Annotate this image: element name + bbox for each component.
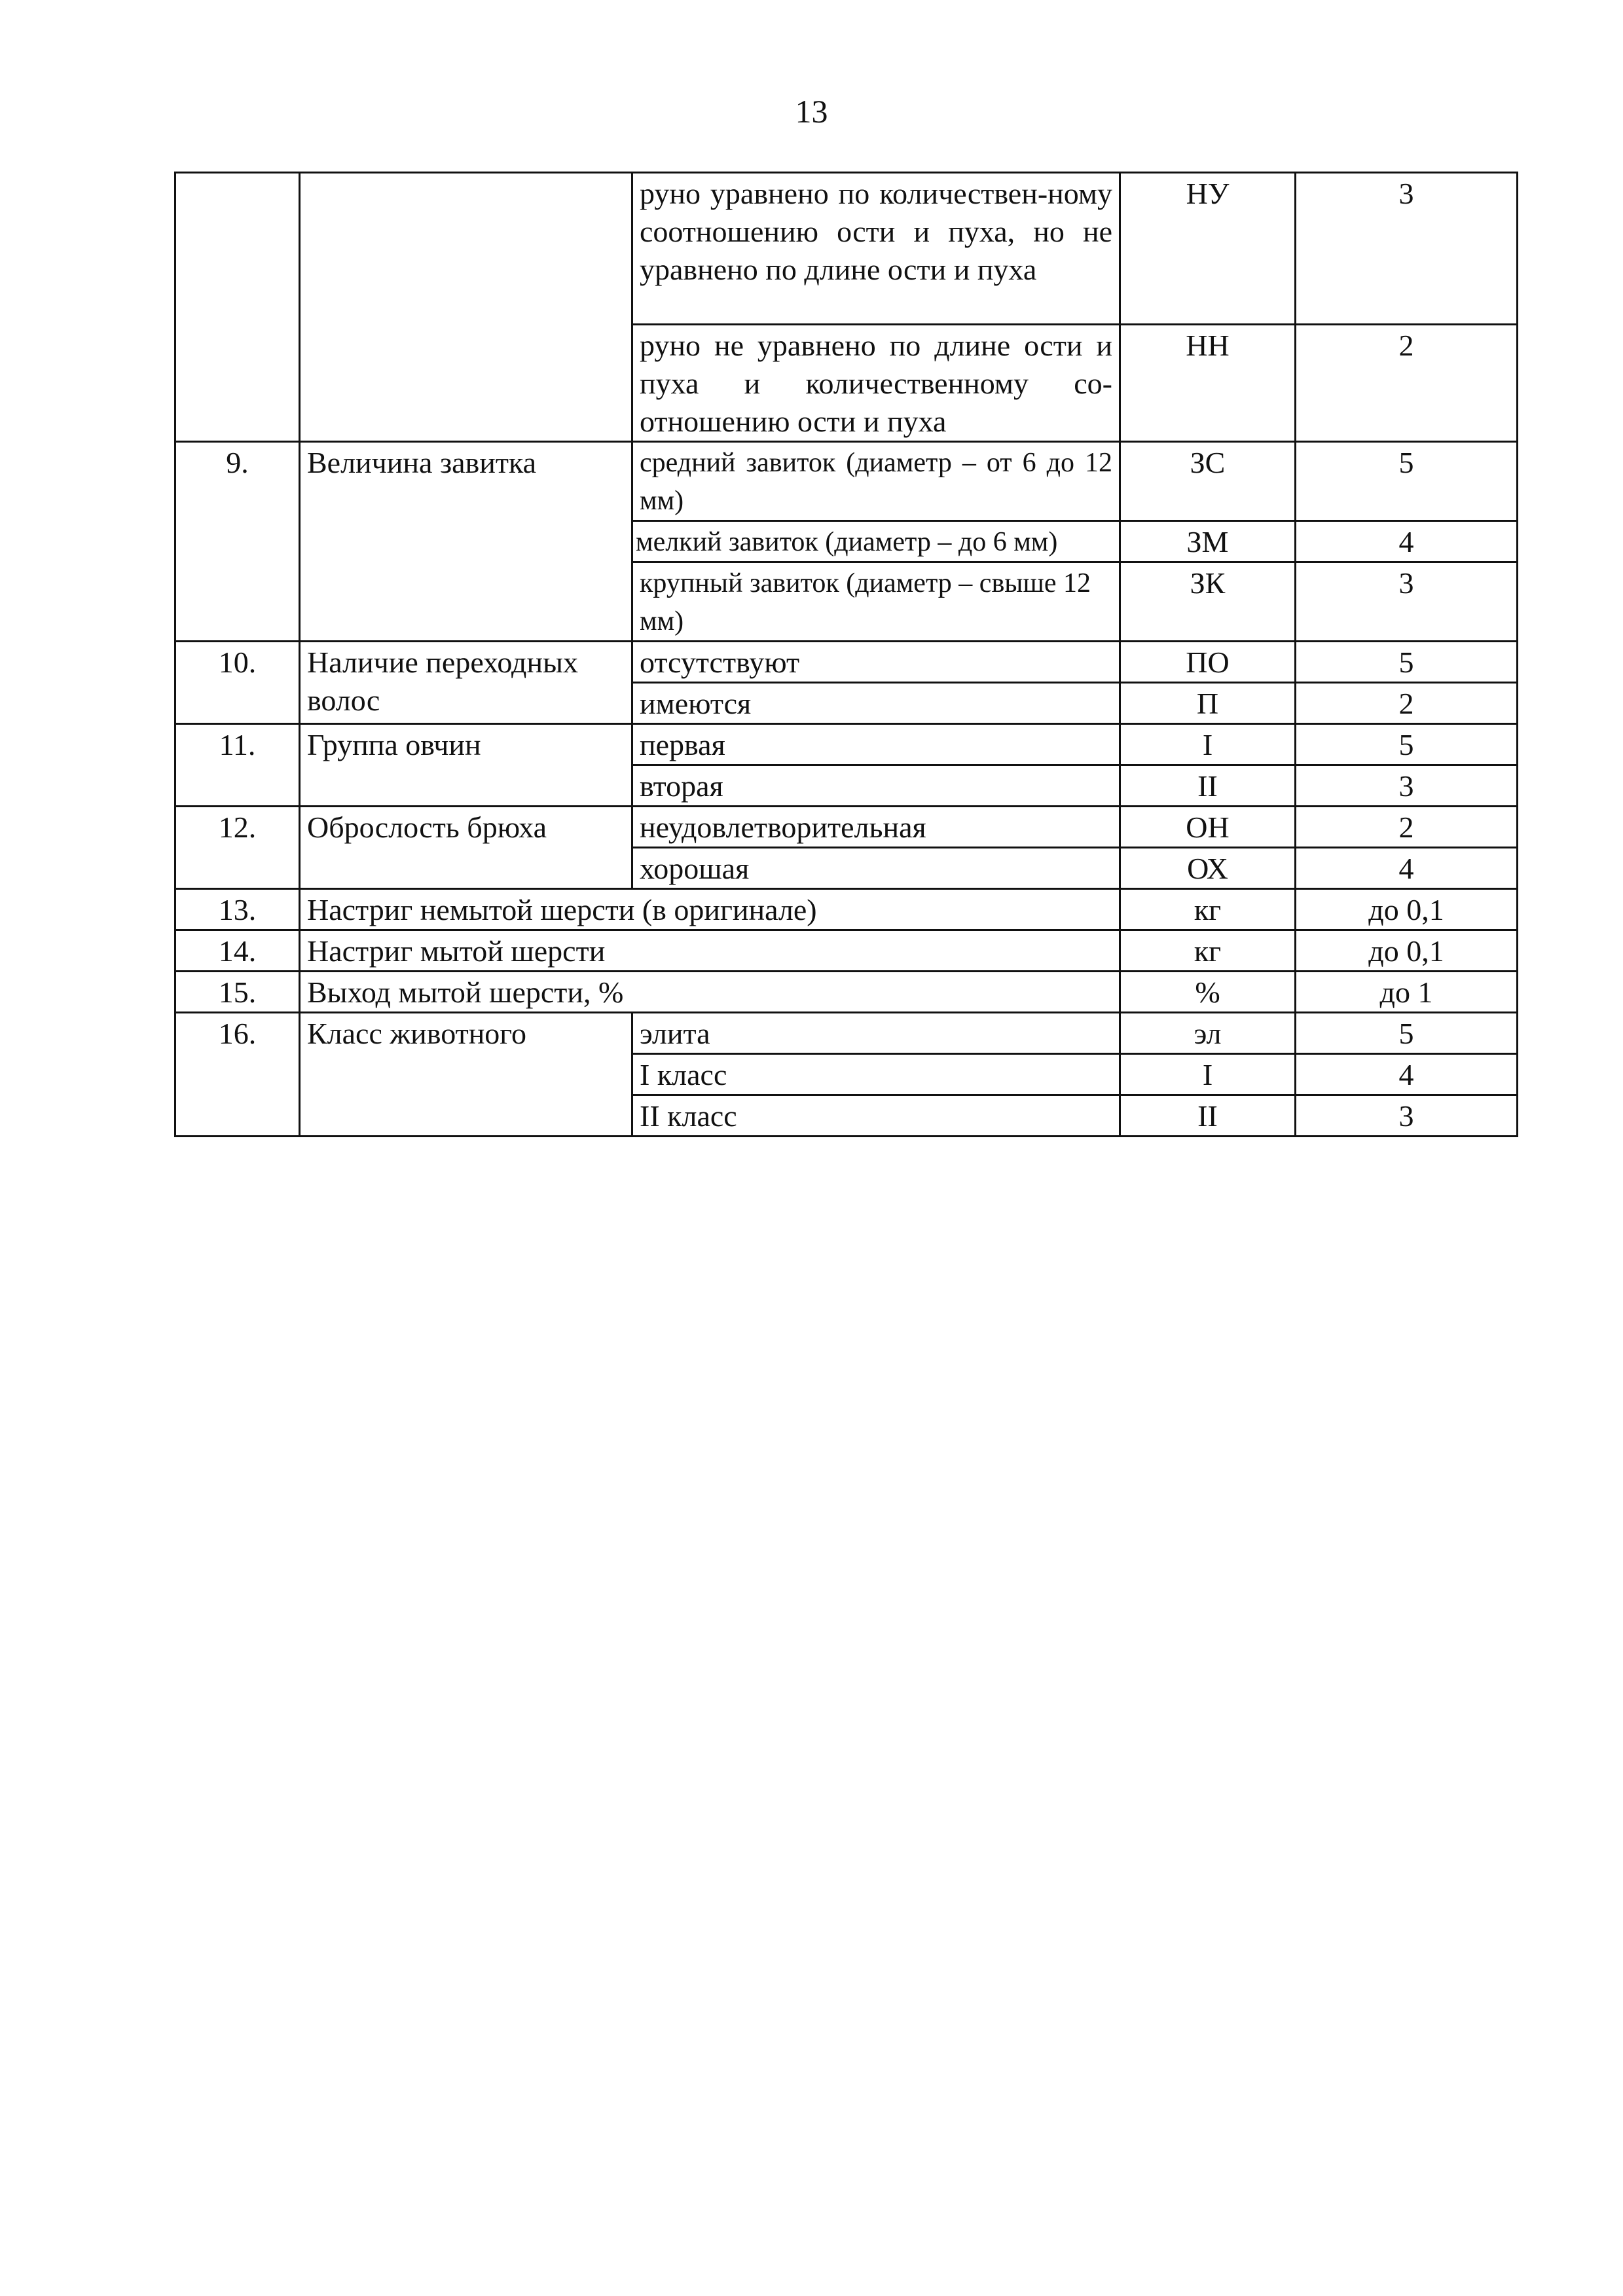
option-code: ЗК — [1120, 562, 1296, 642]
option-score: до 0,1 — [1296, 930, 1518, 972]
option-description: руно не уравнено по длине ости и пуха и количественному со-отношению ости и пуха — [632, 325, 1120, 442]
criterion-name-cell — [300, 173, 632, 442]
row-number: 12. — [175, 807, 300, 889]
option-code: I — [1120, 724, 1296, 765]
option-description: II класс — [632, 1095, 1120, 1137]
option-code: эл — [1120, 1013, 1296, 1054]
table-row — [175, 642, 1518, 683]
row-number-cell — [175, 173, 300, 442]
criterion-name: Класс животного — [300, 1013, 632, 1137]
row-number: 14. — [175, 930, 300, 972]
option-code: ЗС — [1120, 442, 1296, 521]
page-number: 13 — [795, 93, 828, 130]
option-score: 2 — [1296, 325, 1518, 442]
table-row — [175, 724, 1518, 765]
option-score: 3 — [1296, 173, 1518, 325]
option-description: средний завиток (диаметр – от 6 до 12 мм) — [632, 442, 1120, 521]
criterion-name: Величина завитка — [300, 442, 632, 642]
option-code: II — [1120, 1095, 1296, 1137]
option-code: ОХ — [1120, 848, 1296, 889]
option-description: имеются — [632, 683, 1120, 724]
option-description: хорошая — [632, 848, 1120, 889]
table-row — [175, 1013, 1518, 1054]
row-number: 15. — [175, 972, 300, 1013]
option-description: руно уравнено по количествен-ному соотношению ости и пуха, но не уравнено по длине ости и пуха — [632, 173, 1120, 325]
table-row — [175, 442, 1518, 521]
option-score: 2 — [1296, 807, 1518, 848]
option-code: II — [1120, 765, 1296, 807]
option-description: элита — [632, 1013, 1120, 1054]
option-description: отсутствуют — [632, 642, 1120, 683]
option-score: 4 — [1296, 1054, 1518, 1095]
table-row — [175, 173, 1518, 325]
table-row — [175, 972, 1518, 1013]
option-description: вторая — [632, 765, 1120, 807]
option-score: 3 — [1296, 1095, 1518, 1137]
option-code: кг — [1120, 889, 1296, 930]
option-code: ПО — [1120, 642, 1296, 683]
criterion-name: Оброслость брюха — [300, 807, 632, 889]
criterion-name: Выход мытой шерсти, % — [300, 972, 1120, 1013]
criterion-name: Настриг мытой шерсти — [300, 930, 1120, 972]
option-score: 5 — [1296, 442, 1518, 521]
criterion-name: Группа овчин — [300, 724, 632, 807]
row-number: 13. — [175, 889, 300, 930]
criterion-name: Наличие переходных волос — [300, 642, 632, 724]
row-number: 11. — [175, 724, 300, 807]
option-code: ЗМ — [1120, 521, 1296, 562]
row-number: 10. — [175, 642, 300, 724]
option-code: НУ — [1120, 173, 1296, 325]
criterion-name: Настриг немытой шерсти (в оригинале) — [300, 889, 1120, 930]
option-code: НН — [1120, 325, 1296, 442]
option-score: 2 — [1296, 683, 1518, 724]
option-score: до 1 — [1296, 972, 1518, 1013]
option-description: первая — [632, 724, 1120, 765]
option-score: 5 — [1296, 724, 1518, 765]
table-row — [175, 930, 1518, 972]
option-description: неудовлетворительная — [632, 807, 1120, 848]
option-score: 5 — [1296, 642, 1518, 683]
option-score: 3 — [1296, 562, 1518, 642]
option-score: 3 — [1296, 765, 1518, 807]
table-row — [175, 889, 1518, 930]
option-code: % — [1120, 972, 1296, 1013]
row-number: 16. — [175, 1013, 300, 1137]
option-description: I класс — [632, 1054, 1120, 1095]
option-score: 4 — [1296, 521, 1518, 562]
criteria-table — [174, 172, 1518, 1137]
option-code: ОН — [1120, 807, 1296, 848]
table-row — [175, 807, 1518, 848]
option-score: 5 — [1296, 1013, 1518, 1054]
option-description: крупный завиток (диаметр – свыше 12 мм) — [632, 562, 1120, 642]
option-description: мелкий завиток (диаметр – до 6 мм) — [632, 521, 1120, 562]
option-score: 4 — [1296, 848, 1518, 889]
option-code: кг — [1120, 930, 1296, 972]
option-code: I — [1120, 1054, 1296, 1095]
option-score: до 0,1 — [1296, 889, 1518, 930]
row-number: 9. — [175, 442, 300, 642]
option-code: П — [1120, 683, 1296, 724]
